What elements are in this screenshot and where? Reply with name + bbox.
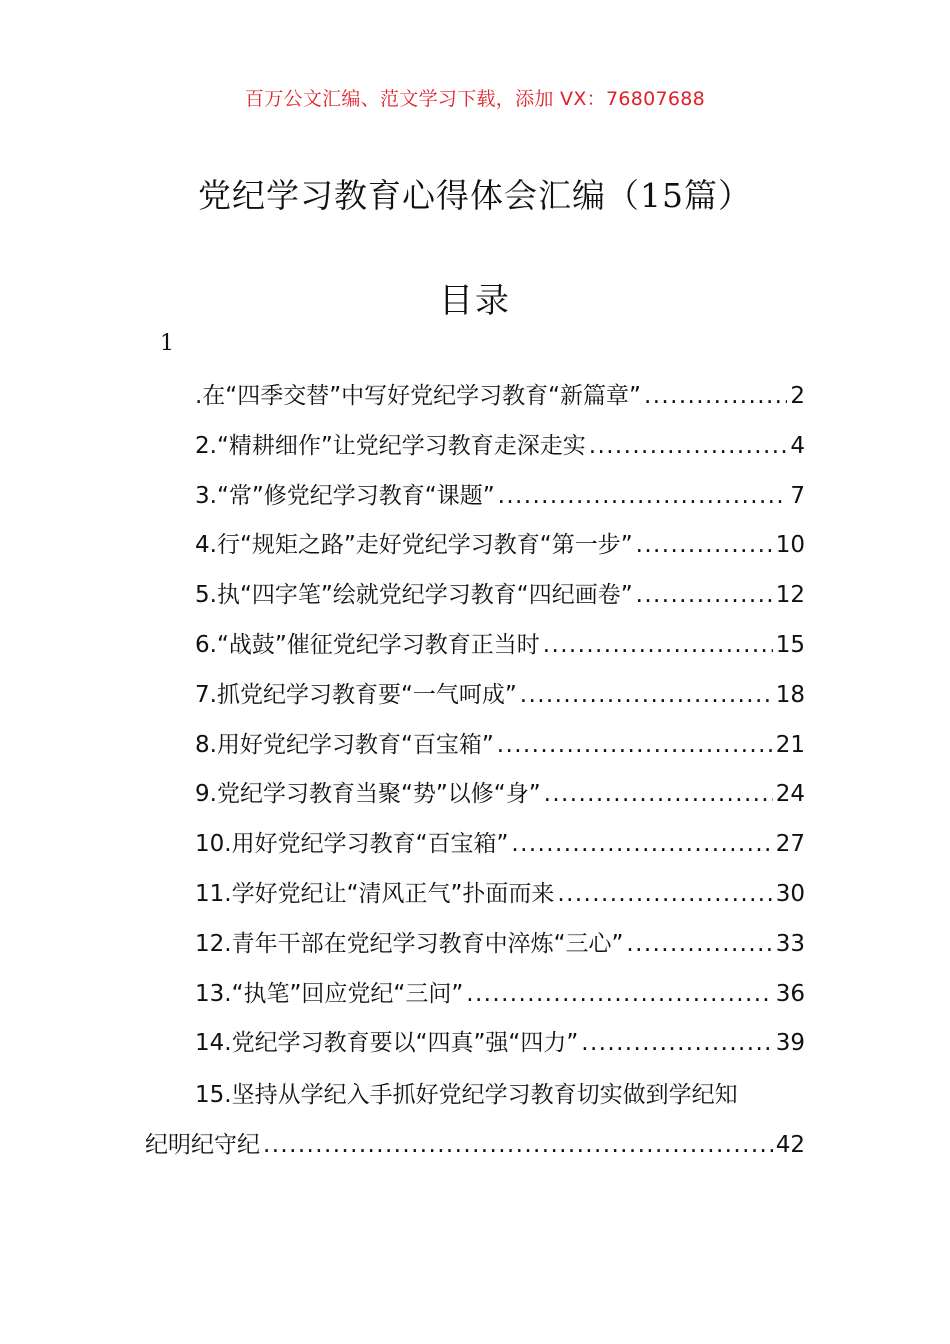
toc-dot-leader <box>626 931 772 957</box>
title-text-after: 篇） <box>684 176 752 215</box>
toc-entry-page: 10 <box>775 532 805 559</box>
toc-entry-page: 7 <box>790 482 805 509</box>
toc-entry-title-line2: 纪明纪守纪 <box>145 1132 260 1158</box>
toc-entry-title: 3.“常”修党纪学习教育“课题” <box>195 482 495 509</box>
toc-entry-title: 8.用好党纪学习教育“百宝箱” <box>195 731 494 758</box>
toc-entry-line2 <box>145 1126 805 1176</box>
toc-dot-leader <box>636 532 773 558</box>
toc-entry-title: 5.执“四字笔”绘就党纪学习教育“四纪画卷” <box>195 582 633 609</box>
toc-dot-leader <box>636 582 773 608</box>
toc-entry-title: 6.“战鼓”催征党纪学习教育正当时 <box>195 631 540 658</box>
toc-entry-page: 24 <box>775 781 805 808</box>
toc-entry-title-line1: 15.坚持从学纪入手抓好党纪学习教育切实做到学纪知 <box>195 1082 738 1108</box>
toc-entry[interactable] <box>195 775 805 825</box>
toc-entry-title: 11.学好党纪让“清风正气”扑面而来 <box>195 880 555 907</box>
toc-entry[interactable] <box>195 825 805 875</box>
toc-entry[interactable] <box>195 975 805 1025</box>
toc-entry[interactable] <box>195 875 805 925</box>
toc-entry-page: 33 <box>775 930 805 957</box>
toc-dot-leader <box>498 483 788 509</box>
toc-dot-leader <box>520 682 773 708</box>
toc-entry-last[interactable] <box>145 1076 805 1176</box>
toc-entry[interactable] <box>195 676 805 726</box>
toc-entry-title: 2.“精耕细作”让党纪学习教育走深走实 <box>195 432 586 459</box>
toc-entry[interactable] <box>195 526 805 576</box>
toc-entry-page: 21 <box>775 731 805 758</box>
toc-entry-page: 4 <box>790 432 805 459</box>
stray-list-number: 1 <box>160 331 174 356</box>
toc-entry[interactable] <box>195 427 805 477</box>
toc-entry-title: 12.青年干部在党纪学习教育中淬炼“三心” <box>195 930 624 957</box>
toc-entry-page: 18 <box>775 681 805 708</box>
toc-entry-page: 42 <box>775 1132 805 1158</box>
toc-dot-leader <box>589 433 788 459</box>
toc-dot-leader <box>557 881 772 907</box>
title-text-before: 党纪学习教育心得体会汇编（ <box>198 176 640 215</box>
watermark-banner: 百万公文汇编、范文学习下载，添加 VX：76807688 <box>244 88 706 110</box>
toc-dot-leader <box>466 981 772 1007</box>
toc-entry-page: 30 <box>775 880 805 907</box>
toc-entry[interactable] <box>195 1024 805 1074</box>
toc-entry-title: 9.党纪学习教育当聚“势”以修“身” <box>195 781 541 808</box>
toc-entry-title: 4.行“规矩之路”走好党纪学习教育“第一步” <box>195 532 633 559</box>
toc-dot-leader <box>644 383 787 409</box>
toc-entry-title: .在“四季交替”中写好党纪学习教育“新篇章” <box>195 383 641 409</box>
toc-dot-leader <box>544 781 773 807</box>
toc-entry[interactable] <box>195 726 805 776</box>
toc-entry-page: 12 <box>775 582 805 609</box>
title-count: 15 <box>640 176 684 215</box>
toc-dot-leader <box>543 632 773 658</box>
toc-entry-page: 27 <box>775 831 805 858</box>
toc-entry-title: 13.“执笔”回应党纪“三问” <box>195 980 464 1007</box>
toc-dot-leader <box>497 732 773 758</box>
toc-entry-title: 10.用好党纪学习教育“百宝箱” <box>195 831 509 858</box>
toc-entry-title: 14.党纪学习教育要以“四真”强“四力” <box>195 1030 579 1057</box>
toc-dot-leader <box>581 1030 772 1056</box>
toc-entry[interactable] <box>195 477 805 527</box>
toc-entry[interactable] <box>195 576 805 626</box>
toc-dot-leader <box>263 1132 773 1158</box>
toc-heading: 目录 <box>439 281 511 321</box>
toc-entry[interactable] <box>195 925 805 975</box>
toc-entry-page: 2 <box>790 383 805 409</box>
toc-entry-page: 39 <box>775 1030 805 1057</box>
toc-entry-page: 36 <box>775 980 805 1007</box>
toc-entry[interactable] <box>195 377 805 427</box>
toc-entry-page: 15 <box>775 631 805 658</box>
toc-entry[interactable] <box>195 626 805 676</box>
toc-entry-title: 7.抓党纪学习教育要“一气呵成” <box>195 681 517 708</box>
toc-dot-leader <box>511 831 772 857</box>
document-title <box>0 170 950 217</box>
table-of-contents <box>195 377 805 1074</box>
